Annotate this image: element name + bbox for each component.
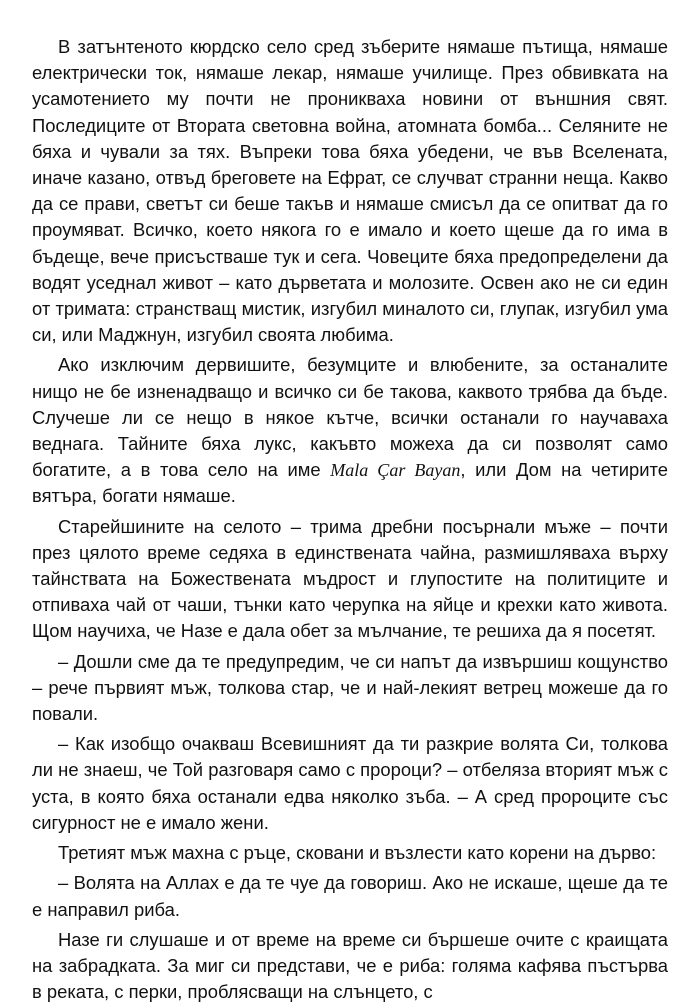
- paragraph-3: Старейшините на селото – трима дребни посърнали мъже – почти през цялото време седяха в единствената чайна, размишляваха върху тайнствата на Божествената мъдрост и глупостите на политиците и отпиваха чай от чаши, тънки като черупка на яйце и крехки като живота. Щом научиха, че Назе е дала обет за мълчание, те решиха да я посетят.: [32, 515, 668, 642]
- paragraph-5: – Как изобщо очакваш Всевишният да ти разкрие волята Си, толкова ли не знаеш, че Той разговаря само с пророци? – отбеляза вторият мъж с уста, в която бяха останали едва няколко зъба. – А сред пророците със сигурност не е имало жени.: [32, 733, 668, 833]
- paragraph-4: – Дошли сме да те предупредим, че си напът да извършиш кощунство – рече първият мъж, толкова стар, че и най-лекият ветрец можеше да го повали.: [32, 650, 668, 725]
- paragraph-7: – Волята на Аллах е да те чуе да говориш. Ако не искаше, щеше да те е направил риба.: [32, 872, 668, 920]
- paragraph-2: [32, 352, 668, 509]
- paragraph-6: Третият мъж махна с ръце, сковани и възлести като корени на дърво:: [58, 842, 657, 864]
- document-page: [32, 34, 668, 1008]
- paragraph-2-text-before: Ако изключим дервишите, безумците и влюбените, за останалите нищо не бе изненадващо и всичко си бе такова, каквото трябва да бъде. Случеше ли се нещо в някое кътче, всички останали го научаваха веднага. Тайните бяха лукс, какъвто можеха да си позволят само богатите, а в това село на име: [32, 354, 668, 481]
- paragraph-2-text-after: , или Дом на четирите вятъра, богати нямаше.: [32, 459, 668, 507]
- village-name-italic: Mala Çar Bayan: [330, 460, 461, 481]
- paragraph-8: Назе ги слушаше и от време на време си бършеше очите с краищата на забрадката. За миг си представи, че е риба: голяма кафява пъстърва в реката, с перки, проблясващи на слънцето, с: [32, 928, 668, 1003]
- paragraph-1: В затънтеното кюрдско село сред зъберите нямаше пътища, нямаше електрически ток, нямаше лекар, нямаше училище. През обвивката на усамотението му почти не проникваха новини от външния свят. Последиците от Втората световна война, атомната бомба... Селяните не бяха и чували за тях. Въпреки това бяха убедени, че във Вселената, иначе казано, отвъд бреговете на Ефрат, се случват странни неща. Какво да се прави, светът си беше такъв и нямаше смисъл да се опитват да го проумяват. Всичко, което някога го е имало и което щеше да го има в бъдеще, вече присъстваше тук и сега. Човеците бяха предопределени да водят уседнал живот – като дърветата и молозите. Освен ако не си един от тримата: странстващ мистик, изгубил миналото си, глупак, изгубил ума си, или Маджнун, изгубил своята любима.: [32, 36, 668, 346]
